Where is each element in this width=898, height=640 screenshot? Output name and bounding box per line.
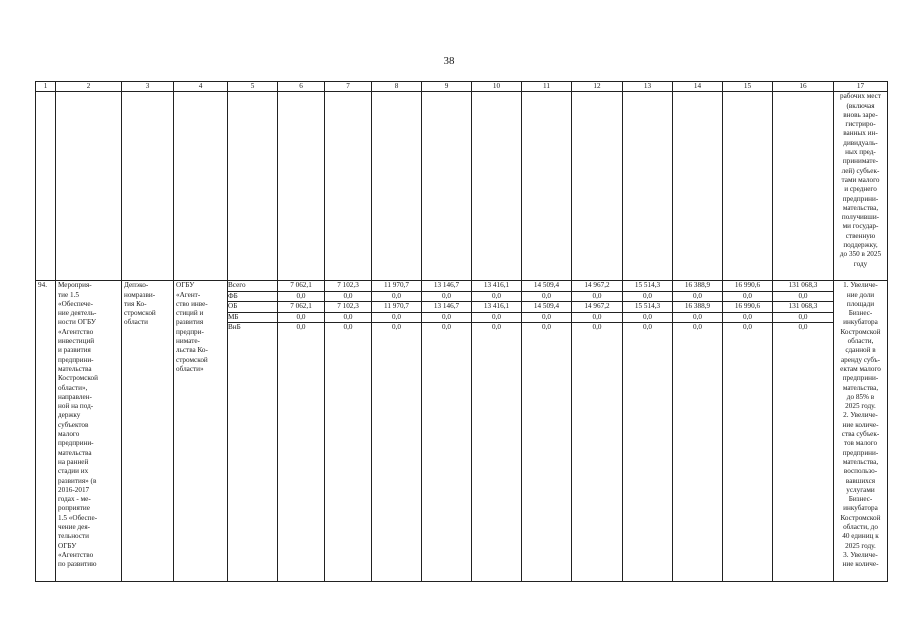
indicator-line: Бизнес-	[848, 309, 873, 318]
amount-cell	[623, 281, 673, 582]
header-cell: 17	[834, 82, 888, 92]
amount-value: 0,0	[325, 312, 372, 323]
amount-value: 16 990,6	[723, 301, 773, 312]
indicator-line: вавшихся	[845, 476, 876, 485]
event-line: области»,	[58, 383, 88, 392]
indicator-line: 2025 году.	[845, 402, 876, 411]
amount-cell	[472, 281, 522, 582]
executor-cell	[122, 281, 174, 582]
amount-value: 0,0	[278, 312, 325, 323]
header-cell: 1	[36, 82, 56, 92]
indicator-line: инкубатора	[843, 504, 878, 513]
amount-value: 15 514,3	[634, 281, 661, 290]
budget-table	[35, 81, 888, 582]
participant-line: нимате-	[176, 337, 200, 346]
indicator-line: инкубатора	[843, 318, 878, 327]
amount-cell	[572, 281, 623, 582]
indicator-line: ектам малого	[840, 364, 881, 373]
amount-value: 14 967,2	[584, 281, 610, 290]
event-line: малого	[58, 430, 80, 439]
amount-value: 14 509,4	[522, 301, 572, 312]
amount-value: 0,0	[572, 312, 623, 323]
amount-cell	[278, 281, 325, 582]
indicator-line: гистриро-	[845, 120, 876, 129]
amount-cell	[522, 281, 572, 582]
amount-value: 16 990,6	[734, 281, 761, 290]
event-cell	[56, 281, 122, 582]
amount-value: 0,0	[623, 312, 673, 323]
amount-value: 0,0	[723, 312, 773, 323]
amount-value: 131 068,3	[773, 301, 834, 312]
event-line: предприни-	[58, 439, 94, 448]
amount-value: 0,0	[572, 291, 623, 302]
header-cell: 16	[773, 82, 834, 92]
amount-value: 0,0	[472, 291, 522, 302]
participant-line: льства Ко-	[176, 346, 208, 355]
indicator-line: ванных ин-	[843, 129, 878, 138]
row-number: 94.	[36, 281, 56, 582]
event-line: роприятие	[58, 504, 90, 513]
amount-value: 11 970,7	[384, 281, 409, 290]
indicator-line: мательства,	[842, 203, 879, 212]
indicator-line: 2025 году.	[845, 541, 876, 550]
amount-cell	[372, 281, 422, 582]
indicator-line: тами малого	[841, 175, 880, 184]
event-line: стадии их	[58, 467, 89, 476]
executor-line: стромской	[124, 309, 156, 318]
indicator-line: ние количе-	[842, 560, 879, 569]
event-line: «Агентство	[58, 550, 94, 559]
amount-cell	[773, 281, 834, 582]
executor-line: номразви-	[124, 290, 156, 299]
amount-value: 0,0	[472, 322, 522, 333]
amount-value: 0,0	[572, 322, 623, 333]
amount-value: 13 146,7	[433, 281, 460, 290]
indicator-line: 1. Увеличе-	[843, 281, 878, 290]
amount-value: 0,0	[673, 322, 723, 333]
indicator-line: области, до	[843, 523, 878, 532]
executor-line: Депэко-	[124, 281, 149, 290]
header-cell: 5	[228, 82, 278, 92]
funding-source: МБ	[228, 312, 278, 323]
indicator-line: ние доли	[846, 290, 875, 299]
amount-value: 7 102,3	[337, 281, 359, 290]
indicator-line: лей) субъек-	[841, 166, 880, 175]
indicator-line: предприни-	[842, 194, 879, 203]
header-cell: 2	[56, 82, 122, 92]
event-line: «Агентство	[58, 327, 94, 336]
event-line: мательства	[58, 364, 92, 373]
header-cell: 15	[723, 82, 773, 92]
amount-value: 0,0	[325, 291, 372, 302]
indicator-line: услугами	[846, 485, 875, 494]
header-cell: 11	[522, 82, 572, 92]
indicator-line: году	[853, 259, 868, 268]
participant-line: предпри-	[176, 327, 204, 336]
participant-line: области»	[176, 364, 204, 373]
event-line: инвестиций	[58, 337, 95, 346]
indicator-line: предприни-	[842, 374, 879, 383]
event-line: ности ОГБУ	[58, 318, 96, 327]
funding-source: ВнБ	[228, 322, 278, 333]
participant-line: развития	[176, 318, 204, 327]
amount-value: 0,0	[472, 312, 522, 323]
indicator-line: вновь заре-	[843, 110, 878, 119]
event-line: чение дея-	[58, 523, 91, 532]
event-line: по развитию	[58, 560, 97, 569]
event-line: «Обеспече-	[58, 299, 93, 308]
event-line: ние деятель-	[58, 309, 97, 318]
amount-value: 14 967,2	[572, 301, 623, 312]
amount-value: 7 102,3	[325, 301, 372, 312]
header-cell: 12	[572, 82, 623, 92]
header-cell: 4	[174, 82, 228, 92]
indicator-line: принимате-	[842, 157, 879, 166]
amount-value: 0,0	[773, 312, 834, 323]
indicator-line: Бизнес-	[848, 495, 873, 504]
indicator-line: площади	[846, 299, 875, 308]
amount-value: 0,0	[372, 291, 422, 302]
indicator-line: воспользо-	[843, 467, 878, 476]
event-line: держку	[58, 411, 81, 420]
indicator-line: 40 единиц к	[842, 532, 879, 541]
amount-value: 0,0	[372, 312, 422, 323]
indicator-line: области,	[847, 337, 874, 346]
event-line: субъектов	[58, 420, 89, 429]
continuation-indicator-cell	[834, 92, 888, 281]
header-cell: 3	[122, 82, 174, 92]
indicator-line: и среднего	[844, 185, 877, 194]
indicator-cell	[834, 281, 888, 582]
amount-value: 0,0	[522, 322, 572, 333]
indicator-line: 2. Увеличе-	[843, 411, 878, 420]
amount-cell	[422, 281, 472, 582]
amount-value: 11 970,7	[372, 301, 422, 312]
amount-value: 0,0	[278, 322, 325, 333]
indicator-line: рабочих мест	[840, 92, 881, 101]
amount-value: 0,0	[723, 322, 773, 333]
amount-value: 13 146,7	[422, 301, 472, 312]
participant-line: стиций и	[176, 309, 204, 318]
table-row	[36, 281, 888, 582]
indicator-line: ных пред-	[845, 148, 876, 157]
event-line: годах - ме-	[58, 495, 91, 504]
event-line: Мероприя-	[58, 281, 92, 290]
event-line: ОГБУ	[58, 541, 77, 550]
header-row	[36, 82, 888, 92]
amount-value: 131 068,3	[788, 281, 818, 290]
amount-value: 14 509,4	[533, 281, 560, 290]
amount-value: 0,0	[422, 322, 472, 333]
continuation-row	[36, 92, 888, 281]
indicator-line: мательства,	[842, 457, 879, 466]
amount-value: 16 388,9	[673, 301, 723, 312]
indicator-line: до 350 в 2025	[839, 250, 882, 259]
funding-source: ФБ	[228, 291, 278, 302]
amount-value: 0,0	[522, 291, 572, 302]
indicator-line: ми государ-	[842, 222, 879, 231]
indicator-line: мательства,	[842, 383, 879, 392]
executor-line: тия Ко-	[124, 299, 147, 308]
participant-cell	[174, 281, 228, 582]
amount-value: 0,0	[673, 312, 723, 323]
indicator-line: получивши-	[841, 213, 880, 222]
amount-value: 13 416,1	[483, 281, 510, 290]
amount-value: 7 062,1	[278, 301, 325, 312]
amount-value: 0,0	[773, 291, 834, 302]
header-cell: 9	[422, 82, 472, 92]
event-line: ной на под-	[58, 402, 94, 411]
amount-value: 0,0	[623, 322, 673, 333]
event-line: мательства	[58, 448, 92, 457]
amount-value: 16 388,9	[684, 281, 711, 290]
indicator-line: ние количе-	[842, 420, 879, 429]
header-cell: 7	[325, 82, 372, 92]
amount-value: 0,0	[623, 291, 673, 302]
amount-value: 0,0	[325, 322, 372, 333]
indicator-line: 3. Увеличе-	[843, 550, 878, 559]
amount-value: 0,0	[278, 291, 325, 302]
amount-cell	[673, 281, 723, 582]
indicator-line: тов малого	[843, 439, 878, 448]
indicator-line: дивидуаль-	[843, 138, 878, 147]
participant-line: ство инве-	[176, 299, 208, 308]
header-cell: 6	[278, 82, 325, 92]
executor-line: области	[124, 318, 149, 327]
indicator-line: предприни-	[842, 448, 879, 457]
indicator-line: сданной в	[845, 346, 876, 355]
amount-value: 7 062,1	[290, 281, 312, 290]
header-cell: 13	[623, 82, 673, 92]
amount-value: 0,0	[673, 291, 723, 302]
amount-value: 0,0	[372, 322, 422, 333]
header-cell: 8	[372, 82, 422, 92]
participant-line: стромской	[176, 355, 208, 364]
amount-value: 0,0	[422, 312, 472, 323]
indicator-line: до 85% в	[846, 392, 875, 401]
event-line: Костромской	[58, 374, 98, 383]
participant-line: «Агент-	[176, 290, 201, 299]
event-line: тельности	[58, 532, 89, 541]
amount-value: 0,0	[773, 322, 834, 333]
event-line: тие 1.5	[58, 290, 79, 299]
indicator-line: Костромской	[840, 513, 881, 522]
header-cell: 10	[472, 82, 522, 92]
event-line: на ранней	[58, 457, 89, 466]
amount-value: 13 416,1	[472, 301, 522, 312]
indicator-line: (включая	[846, 101, 875, 110]
event-line: предприни-	[58, 355, 94, 364]
amount-cell	[325, 281, 372, 582]
amount-value: 0,0	[422, 291, 472, 302]
indicator-line: аренду субъ-	[840, 355, 881, 364]
event-line: 2016-2017	[58, 485, 90, 494]
event-line: 1.5 «Обеспе-	[58, 513, 98, 522]
indicator-line: ства субъек-	[841, 430, 880, 439]
funding-source: ОБ	[228, 301, 278, 312]
indicator-line: поддержку,	[843, 241, 878, 250]
participant-line: ОГБУ	[176, 281, 195, 290]
amount-value: 15 514,3	[623, 301, 673, 312]
page-number: 38	[443, 55, 455, 67]
amount-cell	[723, 281, 773, 582]
event-line: и развития	[58, 346, 91, 355]
funding-source: Всего	[228, 281, 246, 290]
header-cell: 14	[673, 82, 723, 92]
indicator-line: Костромской	[840, 327, 881, 336]
event-line: развития» (в	[58, 476, 97, 485]
source-cell	[228, 281, 278, 582]
indicator-line: ственную	[845, 231, 876, 240]
amount-value: 0,0	[723, 291, 773, 302]
event-line: направлен-	[58, 392, 92, 401]
amount-value: 0,0	[522, 312, 572, 323]
